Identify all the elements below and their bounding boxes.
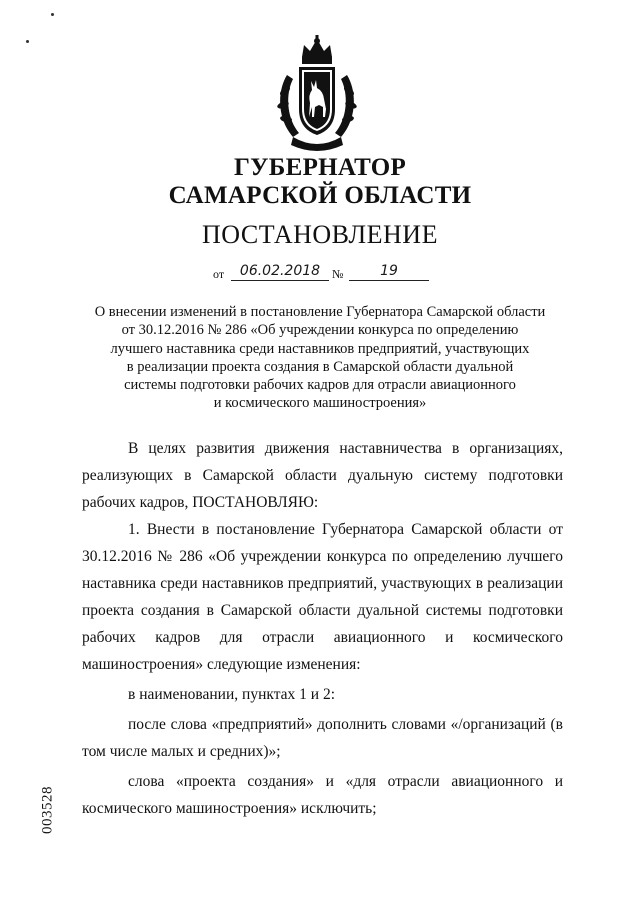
document-date: 06.02.2018	[231, 262, 329, 281]
document-body	[82, 435, 563, 822]
document-subject	[60, 303, 580, 413]
authority-region: САМАРСКОЙ ОБЛАСТИ	[168, 182, 472, 209]
subject-line: лучшего наставника среди наставников предприятий, участвующих	[110, 340, 530, 357]
side-number-text: 003528	[39, 786, 56, 834]
subject-line: в реализации проекта создания в Самарской области дуальной	[126, 358, 514, 375]
scan-speck	[51, 13, 54, 16]
date-number-line	[213, 262, 433, 284]
subject-line: системы подготовки рабочих кадров для отрасли авиационного	[124, 377, 516, 394]
document-number: 19	[349, 262, 429, 281]
body-paragraph: В целях развития движения наставничества в организациях, реализующих в Самарской области дуальную систему подготовки рабочих кадров, ПОСТАНОВЛЯЮ:	[82, 440, 563, 511]
authority-title: ГУБЕРНАТОР	[233, 154, 407, 181]
scan-speck	[26, 40, 29, 43]
subject-line: О внесении изменений в постановление Губернатора Самарской области	[94, 304, 546, 320]
body-paragraph: после слова «предприятий» дополнить словами «/организаций (в том числе малых и средних)»;	[82, 716, 563, 760]
samara-coat-of-arms-icon	[271, 35, 363, 155]
body-paragraph: слова «проекта создания» и «для отрасли авиационного и космического машиностроения» исключить;	[82, 773, 563, 817]
subject-line: и космического машиностроения»	[213, 395, 427, 412]
number-prefix: №	[332, 267, 344, 281]
date-prefix: от	[213, 267, 225, 281]
body-paragraph: 1. Внести в постановление Губернатора Самарской области от 30.12.2016 № 286 «Об учреждении конкурса по определению лучшего наставника среди наставников предприятий, участвующих в реализации проекта создания в Самарской области дуальной системы подготовки рабочих кадров для отрасли авиационного и космического машиностроения» следующие изменения:	[82, 521, 563, 673]
subject-line: от 30.12.2016 № 286 «Об учреждении конкурса по определению	[121, 322, 519, 339]
page-side-number	[28, 770, 68, 850]
body-paragraph: в наименовании, пунктах 1 и 2:	[128, 686, 336, 703]
document-type-title: ПОСТАНОВЛЕНИЕ	[202, 220, 438, 249]
